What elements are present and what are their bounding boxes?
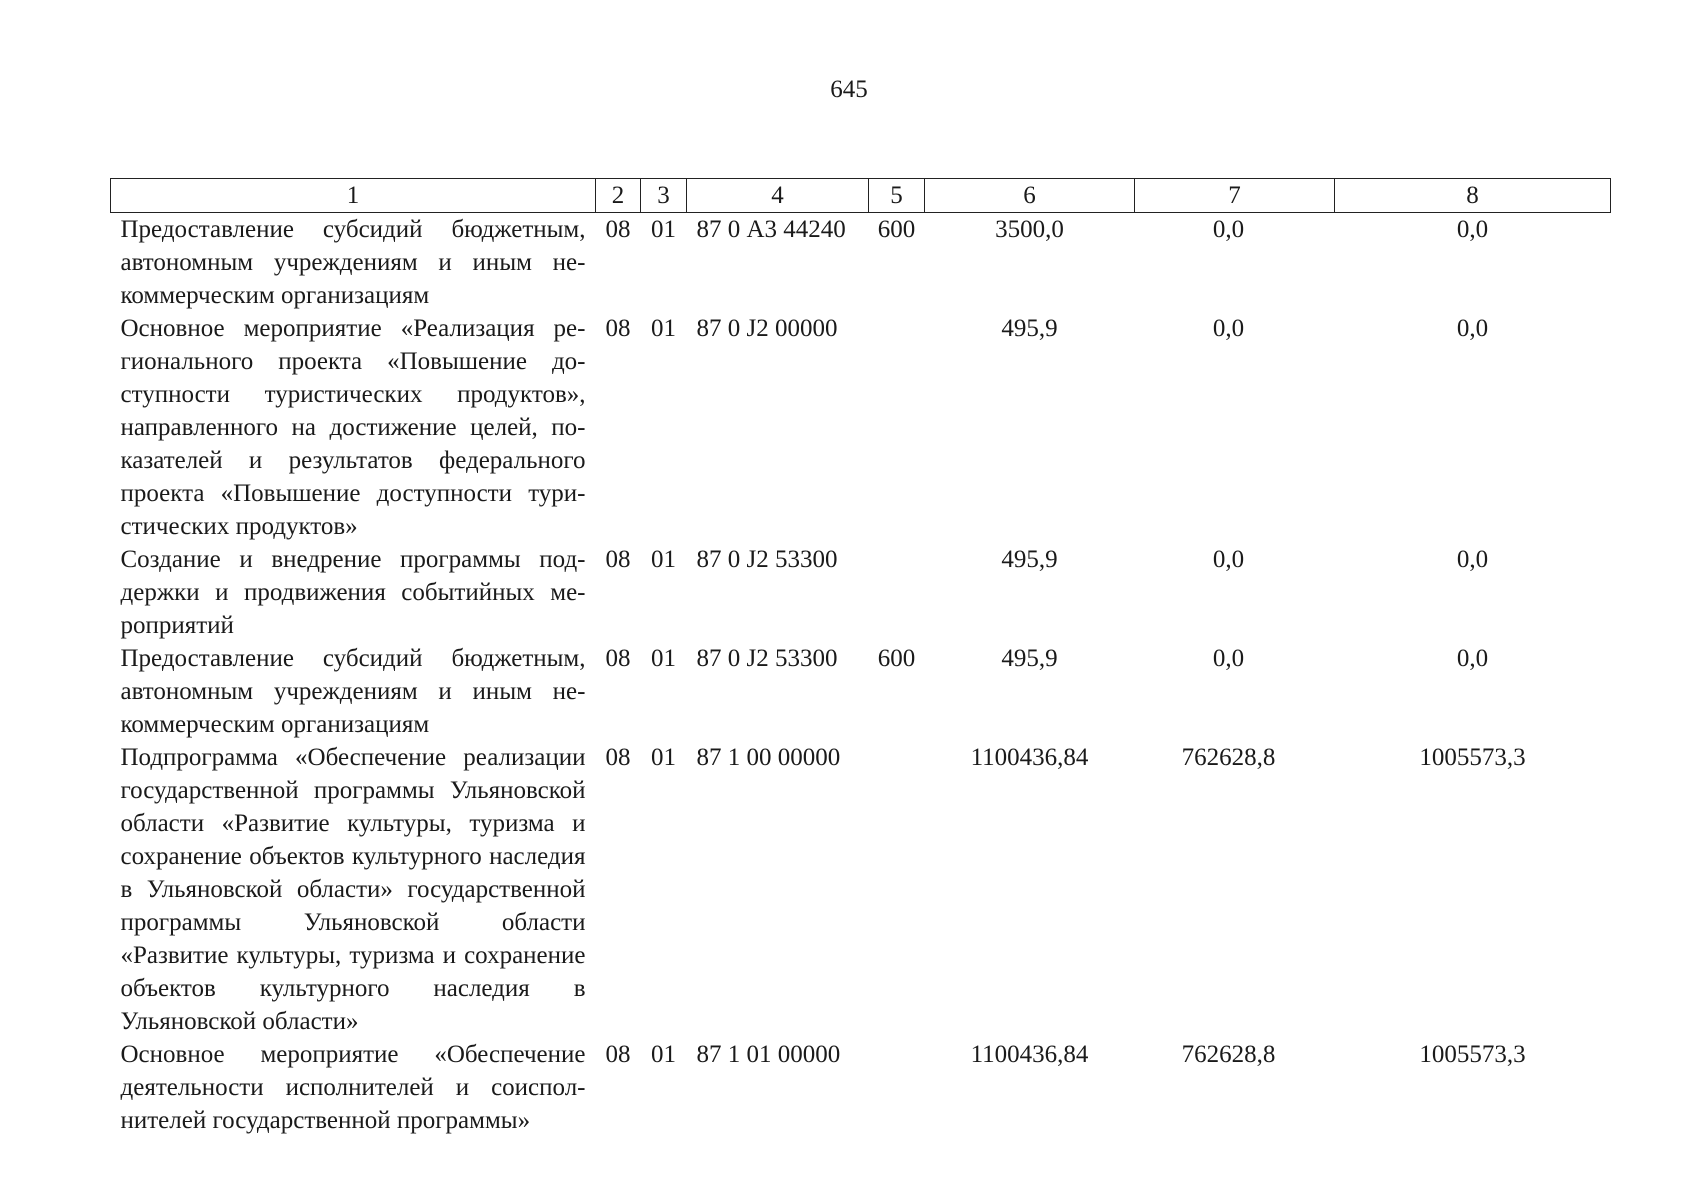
row-amount-7: 0,0 [1212, 216, 1245, 243]
row-subsection: 01 [651, 645, 676, 672]
table-row [111, 741, 1611, 1038]
header-col-8: 8 [1335, 179, 1611, 213]
row-amount-7: 0,0 [1212, 645, 1245, 672]
row-amount-6: 495,9 [1001, 315, 1058, 342]
row-name: Создание и внедрение программы поддержки и продвижения событийных мероприятий [120, 546, 586, 639]
table-row [111, 642, 1611, 741]
row-amount-7: 762628,8 [1181, 744, 1276, 771]
table-row [111, 312, 1611, 543]
row-amount-7: 0,0 [1212, 546, 1245, 573]
row-amount-8: 1005573,3 [1419, 1041, 1526, 1068]
header-col-1: 1 [111, 179, 596, 213]
row-name: Предоставление субсидий бюджетным, автономным учреждениям и иным некоммерческим организациям [120, 216, 586, 309]
row-amount-8: 0,0 [1456, 546, 1489, 573]
budget-table [110, 178, 1611, 1137]
header-col-3: 3 [641, 179, 687, 213]
row-name: Подпрограмма «Обеспечение реализации государственной программы Ульяновской области «Развитие культуры, туризма и сохранение объектов культурного наследия в Ульяновской области» государственной программы Ульяновской области «Развитие культуры, туризма и сохранение объектов культурного наследия в Ульяновской области» [120, 744, 586, 1035]
row-amount-8: 0,0 [1456, 216, 1489, 243]
table-body [111, 213, 1611, 1138]
row-amount-6: 1100436,84 [970, 1041, 1089, 1068]
header-col-6: 6 [925, 179, 1135, 213]
row-amount-8: 1005573,3 [1419, 744, 1526, 771]
row-section: 08 [605, 546, 631, 573]
row-amount-6: 495,9 [1001, 546, 1058, 573]
row-target-code: 87 0 J2 53300 [696, 546, 838, 573]
row-subsection: 01 [651, 216, 676, 243]
row-expense-type: 600 [877, 216, 916, 243]
row-amount-6: 495,9 [1001, 645, 1058, 672]
row-subsection: 01 [651, 1041, 676, 1068]
row-section: 08 [605, 216, 631, 243]
header-col-4: 4 [687, 179, 869, 213]
row-name: Основное мероприятие «Реализация регионального проекта «Повышение доступности туристических продуктов», направленного на достижение целей, показателей и результатов федерального проекта «Повышение доступности туристических продуктов» [120, 315, 586, 540]
row-amount-8: 0,0 [1456, 645, 1489, 672]
table-header [111, 179, 1611, 213]
row-subsection: 01 [651, 315, 676, 342]
row-amount-6: 3500,0 [995, 216, 1064, 243]
row-subsection: 01 [651, 744, 676, 771]
row-amount-8: 0,0 [1456, 315, 1489, 342]
row-expense-type: 600 [877, 645, 916, 672]
row-name: Основное мероприятие «Обеспечение деятельности исполнителей и соисполнителей государственной программы» [120, 1041, 586, 1134]
row-expense-type [869, 312, 925, 543]
row-target-code: 87 1 00 00000 [696, 744, 841, 771]
row-section: 08 [605, 315, 631, 342]
header-row [111, 179, 1611, 213]
header-col-2: 2 [596, 179, 641, 213]
row-amount-7: 0,0 [1212, 315, 1245, 342]
row-section: 08 [605, 1041, 631, 1068]
table-row [111, 213, 1611, 313]
row-subsection: 01 [651, 546, 676, 573]
row-target-code: 87 0 J2 53300 [696, 645, 838, 672]
row-section: 08 [605, 744, 631, 771]
table-row [111, 543, 1611, 642]
row-section: 08 [605, 645, 631, 672]
row-expense-type [869, 1038, 925, 1137]
row-target-code: 87 0 J2 00000 [696, 315, 838, 342]
header-col-7: 7 [1135, 179, 1335, 213]
table-row [111, 1038, 1611, 1137]
row-name: Предоставление субсидий бюджетным, автономным учреждениям и иным некоммерческим организациям [120, 645, 586, 738]
row-expense-type [869, 741, 925, 1038]
header-col-5: 5 [869, 179, 925, 213]
row-amount-6: 1100436,84 [970, 744, 1089, 771]
row-target-code: 87 1 01 00000 [696, 1041, 841, 1068]
row-amount-7: 762628,8 [1181, 1041, 1276, 1068]
page-number: 645 [830, 76, 868, 103]
row-expense-type [869, 543, 925, 642]
row-target-code: 87 0 А3 44240 [696, 216, 846, 243]
